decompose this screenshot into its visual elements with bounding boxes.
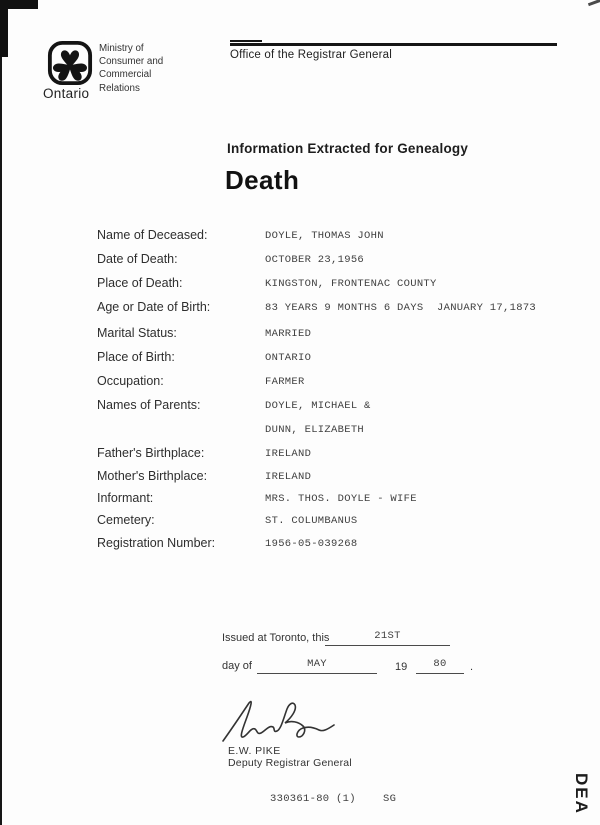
field-row (97, 398, 577, 415)
issued-line-1 (222, 632, 552, 650)
ministry-line: Commercial (99, 69, 152, 81)
field-label: Place of Death: (97, 276, 183, 290)
field-label: Date of Death: (97, 252, 178, 266)
field-value: IRELAND (265, 471, 312, 483)
ministry-line: Ministry of (99, 43, 144, 54)
field-row (97, 374, 577, 391)
field-value: IRELAND (265, 448, 312, 460)
field-label: Age or Date of Birth: (97, 300, 211, 314)
field-row (97, 491, 577, 508)
document-subtitle: Information Extracted for Genealogy (227, 141, 469, 156)
ontario-trillium-logo-icon (47, 40, 93, 86)
scan-edge-top-strip (0, 0, 38, 9)
field-value: OCTOBER 23,1956 (265, 254, 365, 266)
field-value: DOYLE, MICHAEL & (265, 400, 371, 412)
issued-year-blank: 80 (416, 658, 464, 674)
field-label: Father's Birthplace: (97, 446, 205, 460)
field-value: DOYLE, THOMAS JOHN (265, 230, 384, 242)
issued-day-blank: 21ST (325, 630, 450, 646)
field-label: Occupation: (97, 374, 164, 388)
field-value: 83 YEARS 9 MONTHS 6 DAYS (265, 302, 424, 314)
field-row (97, 326, 577, 343)
field-row (97, 513, 577, 530)
field-label: Informant: (97, 491, 154, 505)
fields-list (97, 0, 577, 600)
issued-month-blank: MAY (257, 658, 377, 674)
office-title: Office of the Registrar General (230, 49, 392, 61)
field-value: 1956-05-039268 (265, 538, 358, 550)
field-label: Registration Number: (97, 536, 216, 550)
issued-century-label: 19 (395, 661, 408, 673)
field-value: DUNN, ELIZABETH (265, 424, 365, 436)
field-value-secondary: JANUARY 17,1873 (437, 302, 537, 314)
ministry-line: Relations (99, 82, 140, 94)
footer-code: SG (383, 793, 397, 805)
issued-period: . (470, 661, 474, 673)
scan-edge-topright-mark (588, 0, 600, 6)
field-value: FARMER (265, 376, 305, 388)
field-label: Mother's Birthplace: (97, 469, 208, 483)
field-label: Place of Birth: (97, 350, 175, 364)
field-row (97, 350, 577, 367)
field-row (97, 536, 577, 553)
field-value: KINGSTON, FRONTENAC COUNTY (265, 278, 437, 290)
field-row (97, 276, 577, 293)
field-row (97, 228, 577, 245)
field-row (97, 300, 577, 317)
ministry-line: Consumer and (99, 56, 164, 68)
signatory-name: E.W. PIKE (228, 745, 281, 757)
field-row (97, 446, 577, 463)
field-label: Names of Parents: (97, 398, 201, 412)
field-row (97, 469, 577, 486)
scan-edge-left-line (0, 0, 2, 825)
ontario-wordmark: Ontario (43, 86, 90, 101)
issued-line-2 (222, 660, 552, 678)
field-value: ONTARIO (265, 352, 312, 364)
field-value: MARRIED (265, 328, 312, 340)
field-row (97, 422, 577, 439)
field-row (97, 252, 577, 269)
signatory-title: Deputy Registrar General (228, 757, 352, 769)
field-label: Cemetery: (97, 513, 155, 527)
rotated-edge-text: DEA (572, 773, 591, 815)
field-value: MRS. THOS. DOYLE - WIFE (265, 493, 417, 505)
field-value: ST. COLUMBANUS (265, 515, 358, 527)
issued-prefix: Issued at Toronto, this (222, 632, 330, 644)
form-number: 330361-80 (1) (270, 793, 356, 805)
field-label: Name of Deceased: (97, 228, 208, 242)
field-label: Marital Status: (97, 326, 177, 340)
issued-dayof-label: day of (222, 660, 252, 672)
document-title: Death (225, 165, 300, 195)
